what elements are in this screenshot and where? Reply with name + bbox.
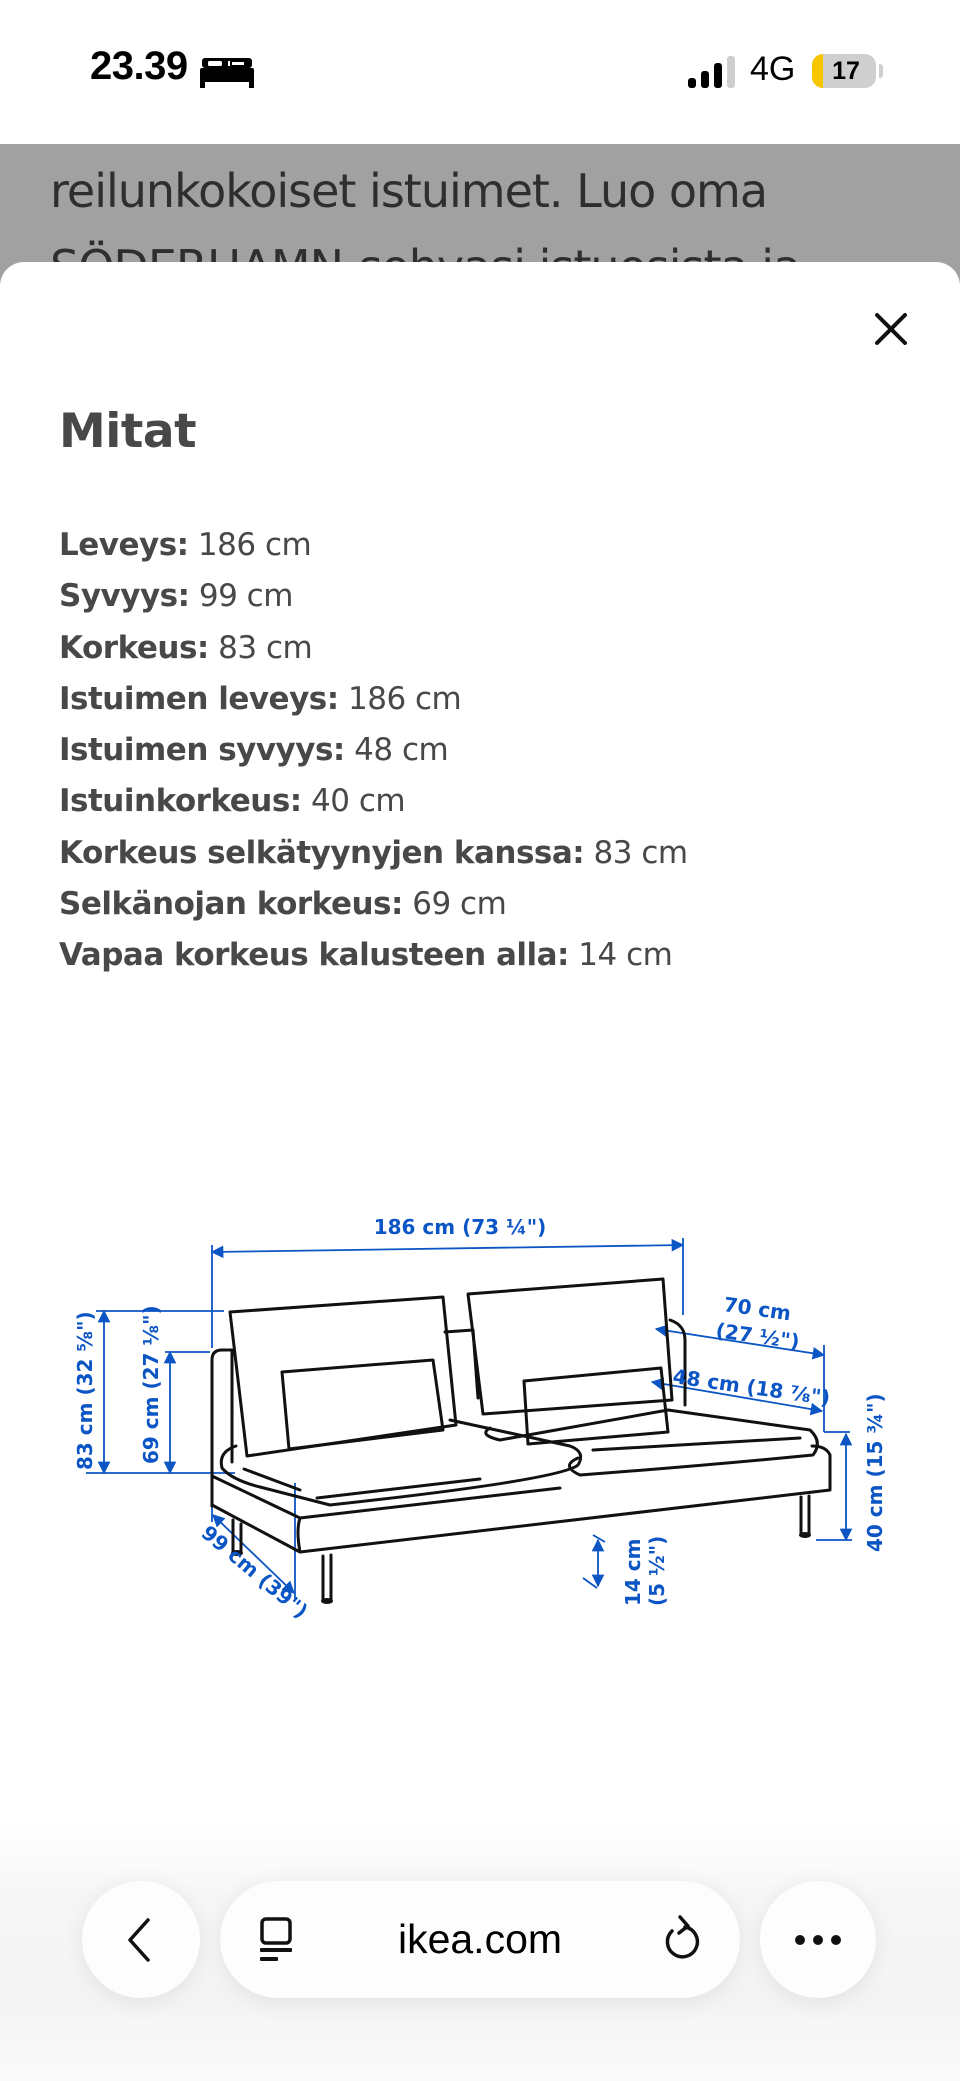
close-icon (874, 312, 908, 346)
dimension-row-depth (59, 571, 919, 622)
url-text[interactable]: ikea.com (397, 1916, 563, 1962)
dimension-row-width (59, 520, 919, 571)
back-button[interactable] (82, 1881, 200, 1998)
network-type: 4G (750, 50, 796, 88)
dimension-row-backrest-height (59, 879, 919, 930)
modal-title: Mitat (59, 404, 197, 459)
diagram-armrest-depth-label-2: (27 ½") (714, 1318, 802, 1354)
more-button[interactable] (760, 1881, 876, 1998)
dimension-label: Korkeus: (59, 629, 209, 666)
dimension-row-height-with-cushions (59, 828, 919, 879)
dimension-label: Leveys: (59, 527, 189, 563)
diagram-seat-height-label: 40 cm (15 ¾") (863, 1393, 887, 1552)
battery-icon (812, 54, 876, 88)
diagram-depth-label: 99 cm (39") (196, 1520, 313, 1624)
cellular-signal-icon (688, 56, 738, 88)
background-text-line: reilunkokoiset istuimet. Luo oma (50, 164, 768, 218)
battery-cap (879, 64, 883, 78)
reload-icon[interactable] (658, 1913, 704, 1965)
diagram-width-label: 186 cm (73 ¼") (373, 1215, 547, 1239)
dimension-row-seat-depth (59, 725, 919, 776)
dimension-row-height (59, 623, 919, 674)
dimension-value: 40 cm (301, 783, 406, 820)
dimension-label: Selkänojan korkeus: (59, 886, 403, 923)
dimensions-modal (0, 262, 960, 2081)
dimension-label: Istuimen syvyys: (59, 732, 345, 769)
status-bar (0, 0, 960, 144)
sofa-diagram-illustration (0, 1200, 960, 1760)
dimension-row-seat-width (59, 674, 919, 725)
dimension-value: 69 cm (402, 886, 507, 923)
chevron-left-icon (124, 1915, 158, 1965)
dimension-row-clearance (59, 930, 919, 981)
diagram-clearance-label-1: 14 cm (621, 1538, 645, 1606)
address-bar[interactable] (220, 1881, 740, 1998)
dimension-value: 99 cm (189, 578, 293, 615)
close-button[interactable] (866, 304, 916, 354)
dimension-label: Korkeus selkätyynyjen kanssa: (59, 834, 585, 871)
sofa-dimension-diagram (0, 1200, 960, 1760)
dimension-row-seat-height (59, 776, 919, 827)
status-time: 23.39 (90, 44, 188, 88)
dimension-label: Vapaa korkeus kalusteen alla: (59, 937, 569, 974)
dimension-value: 83 cm (584, 834, 688, 871)
dimension-label: Syvyys: (59, 578, 190, 615)
more-icon (793, 1933, 843, 1947)
diagram-back-height-label: 69 cm (27 ⅛") (139, 1305, 163, 1464)
diagram-seat-depth-label: 48 cm (18 ⅞") (671, 1364, 832, 1411)
dimension-label: Istuinkorkeus: (59, 783, 302, 820)
dimension-value: 186 cm (338, 680, 462, 717)
dimensions-list (59, 520, 919, 982)
dimension-value: 48 cm (344, 732, 449, 769)
diagram-total-height-label: 83 cm (32 ⅝") (73, 1311, 97, 1470)
dimension-value: 83 cm (208, 629, 313, 666)
dimension-value: 186 cm (188, 527, 312, 563)
dimension-label: Istuimen leveys: (59, 680, 339, 717)
battery-percent: 17 (832, 57, 860, 85)
dimension-value: 14 cm (568, 937, 673, 974)
bed-icon (198, 56, 256, 88)
diagram-armrest-depth-label-1: 70 cm (722, 1292, 793, 1326)
diagram-clearance-label-2: (5 ½") (645, 1535, 669, 1606)
